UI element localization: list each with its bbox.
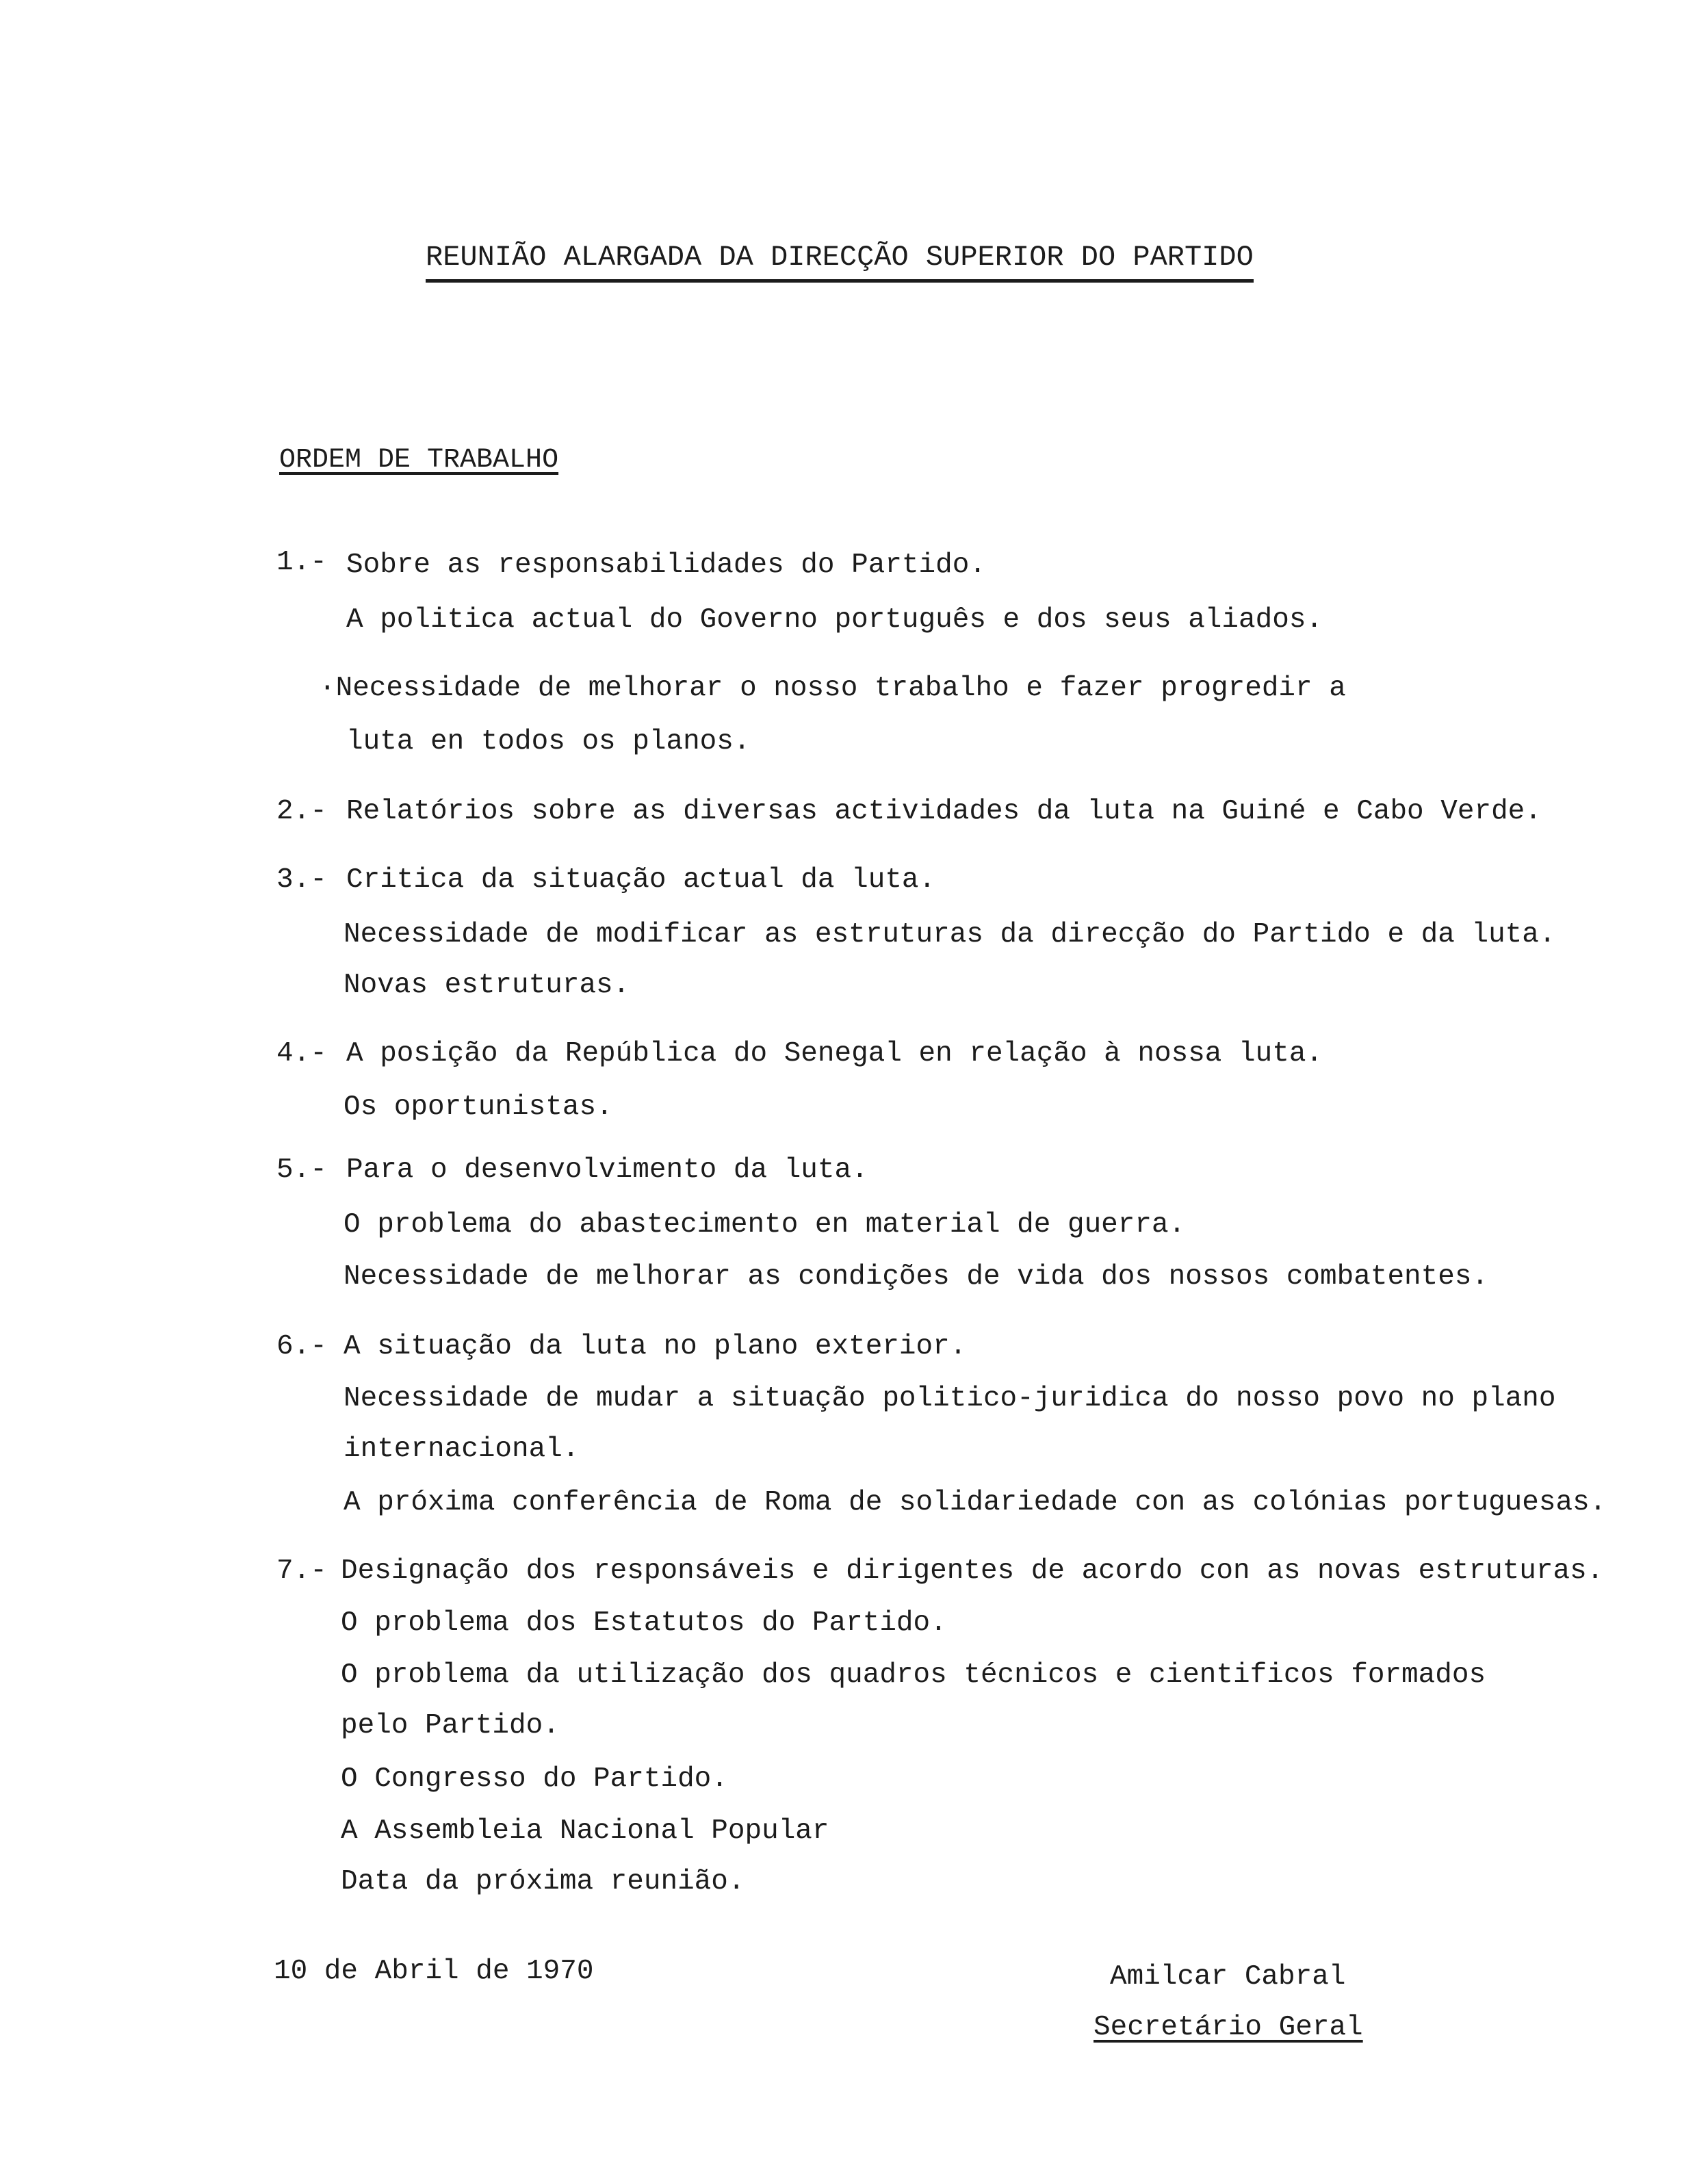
section-heading: ORDEM DE TRABALHO	[279, 445, 559, 476]
item-line: O problema do abastecimento en material de guerra.	[344, 1209, 1186, 1241]
item-line: luta en todos os planos.	[346, 726, 751, 757]
item-line: Necessidade de mudar a situação politico-juridica do nosso povo no plano	[344, 1383, 1556, 1414]
item-number: 1.-	[276, 547, 327, 578]
item-line: O Congresso do Partido.	[341, 1763, 728, 1795]
item-line: A Assembleia Nacional Popular	[341, 1815, 829, 1847]
item-line: O problema dos Estatutos do Partido.	[341, 1607, 947, 1639]
signatory-name: Amilcar Cabral	[1110, 1961, 1346, 1993]
item-line: Necessidade de melhorar as condições de vida dos nossos combatentes.	[344, 1261, 1489, 1293]
item-line: Designação dos responsáveis e dirigentes de acordo con as novas estruturas.	[341, 1555, 1604, 1587]
item-number: 5.-	[276, 1154, 327, 1186]
item-line: Para o desenvolvimento da luta.	[346, 1154, 868, 1186]
item-line: A próxima conferência de Roma de solidariedade con as colónias portuguesas.	[344, 1487, 1607, 1518]
item-line: Sobre as responsabilidades do Partido.	[346, 549, 986, 581]
item-line: Relatórios sobre as diversas actividades da luta na Guiné e Cabo Verde.	[346, 796, 1542, 827]
item-line: A situação da luta no plano exterior.	[344, 1331, 967, 1362]
item-number: 3.-	[276, 864, 327, 896]
item-number: 4.-	[276, 1038, 327, 1070]
item-line: ·Necessidade de melhorar o nosso trabalho e fazer progredir a	[319, 673, 1346, 704]
item-line: Novas estruturas.	[344, 970, 630, 1001]
item-number: 2.-	[276, 796, 327, 827]
item-line: Critica da situação actual da luta.	[346, 864, 936, 896]
item-line: A posição da República do Senegal en relação à nossa luta.	[346, 1038, 1323, 1070]
item-number: 7.-	[276, 1555, 327, 1587]
item-line: internacional.	[344, 1434, 580, 1465]
item-number: 6.-	[276, 1331, 327, 1362]
item-line: pelo Partido.	[341, 1710, 560, 1741]
item-line: Necessidade de modificar as estruturas da direcção do Partido e da luta.	[344, 919, 1556, 950]
document-title: REUNIÃO ALARGADA DA DIRECÇÃO SUPERIOR DO PARTIDO	[426, 241, 1254, 283]
item-line: A politica actual do Governo português e dos seus aliados.	[346, 604, 1323, 636]
document-date: 10 de Abril de 1970	[274, 1956, 594, 1987]
signatory-title: Secretário Geral	[1094, 2012, 1363, 2043]
item-line: Os oportunistas.	[344, 1091, 613, 1123]
item-line: O problema da utilização dos quadros técnicos e cientificos formados	[341, 1659, 1486, 1691]
item-line: Data da próxima reunião.	[341, 1866, 745, 1897]
